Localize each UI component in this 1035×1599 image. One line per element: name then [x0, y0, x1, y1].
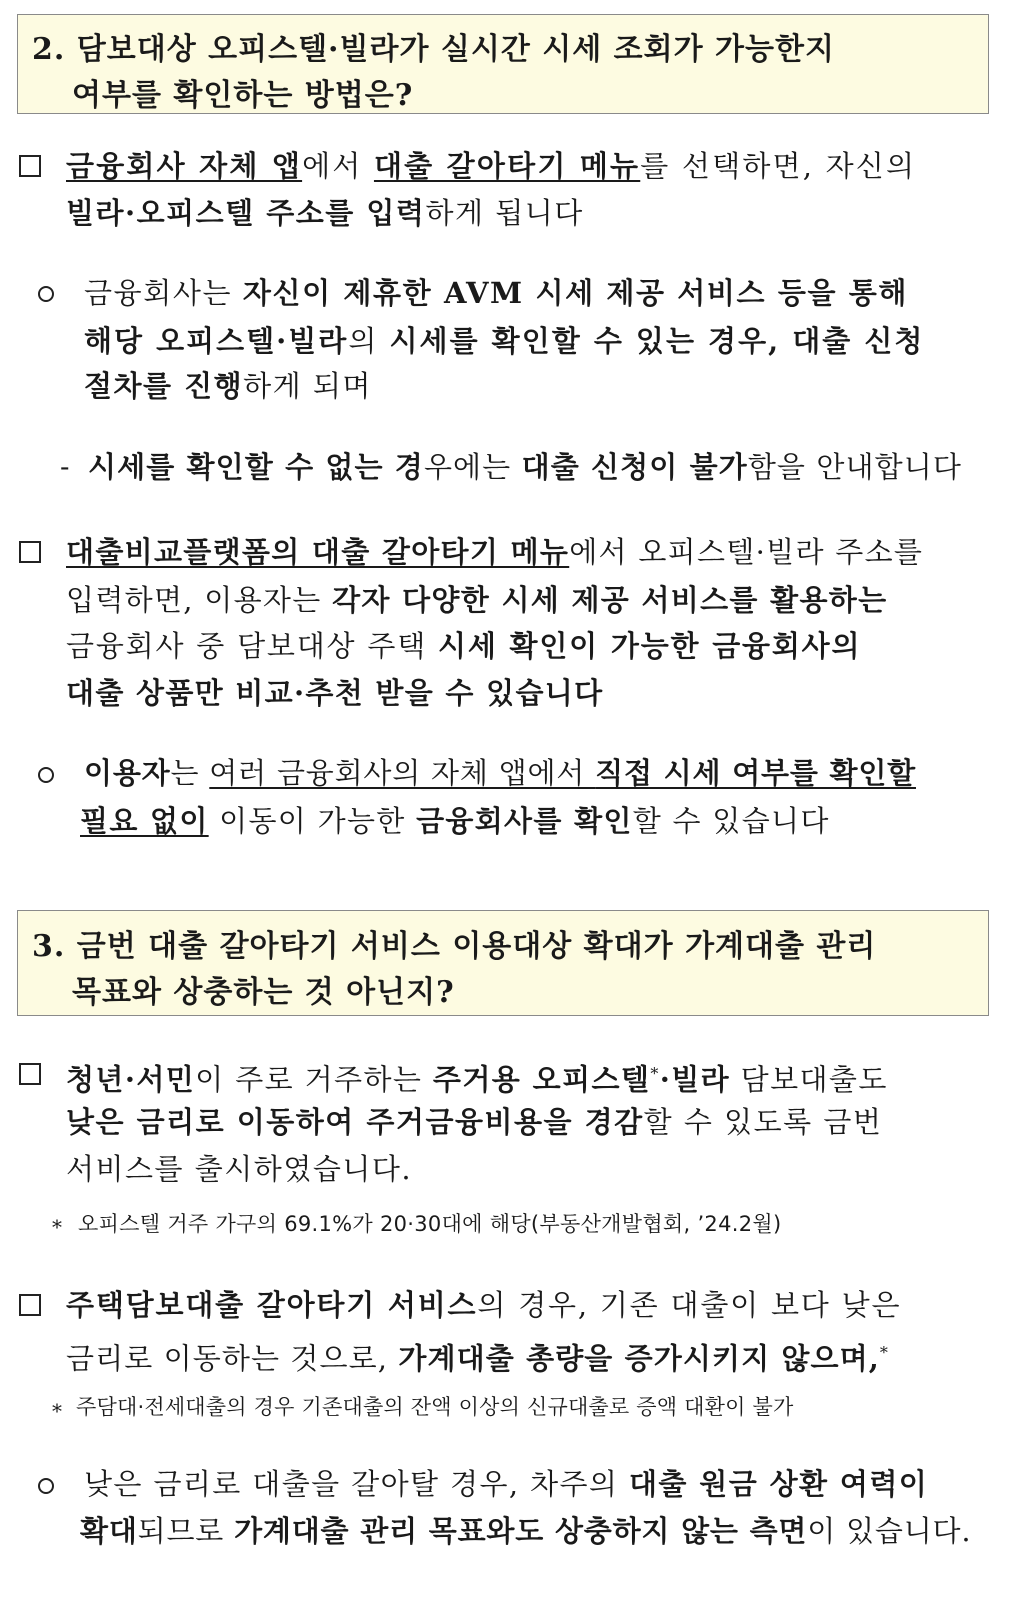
text-bold: 가계대출 관리 목표와도 상충하지 않는 측면 [234, 1514, 808, 1548]
text: 우에는 [423, 450, 522, 484]
text-bold: 낮은 금리로 이동하여 주거금융비용을 경감 [66, 1105, 644, 1139]
text-bold: 금융회사 자체 앱 [66, 149, 303, 183]
text: 서비스를 출시하였습니다. [66, 1152, 413, 1186]
question-3-line-2-wrap [32, 970, 978, 1016]
question-2-line-2-wrap [32, 73, 978, 119]
text-bold: 주택담보대출 갈아타기 서비스 [66, 1288, 478, 1322]
question-2-line-1: 2. 담보대상 오피스텔·빌라가 실시간 시세 조회가 가능한지 [32, 32, 835, 67]
text-bold: 대출비교플랫폼의 대출 갈아타기 메뉴 [66, 535, 570, 569]
square-bullet-icon [19, 155, 41, 177]
text-bold: 시세를 확인할 수 있는 경우, 대출 신청 [389, 324, 925, 358]
bullet-3-line-3 [66, 1149, 412, 1189]
text-bold: 대출 갈아타기 메뉴 [373, 149, 641, 183]
bullet-1-line-2 [66, 193, 584, 233]
text: 금리로 이동하는 것으로, [66, 1341, 399, 1376]
question-2-line-2: 여부를 확인하는 방법은? [72, 78, 414, 113]
bullet-4-line-1 [66, 1285, 901, 1325]
question-3-line-1: 3. 금번 대출 갈아타기 서비스 이용대상 확대가 가계대출 관리 [32, 929, 877, 964]
bullet-2-line-2 [66, 580, 887, 620]
footnote-marker: * [879, 1343, 890, 1362]
square-bullet-icon [19, 1294, 41, 1316]
text: 담보대출도 [730, 1062, 888, 1097]
circle-1-line-2 [84, 321, 924, 361]
text-bold: 시세를 확인할 수 없는 경 [88, 450, 424, 484]
text-bold: 직접 시세 여부를 확인할 [595, 756, 916, 790]
footnote-2: 주담대·전세대출의 경우 기존대출의 잔액 이상의 신규대출로 증액 대환이 불가 [76, 1395, 794, 1419]
text: 금융회사 중 담보대상 주택 [66, 629, 439, 663]
text: 입력하면, 이용자는 [66, 583, 333, 617]
text: 하게 되며 [243, 369, 372, 403]
circle-bullet-icon [38, 767, 54, 783]
text-bold: 주거용 오피스텔 [432, 1062, 651, 1097]
question-box-3 [17, 910, 989, 1016]
text-bold: 확대 [80, 1514, 138, 1548]
question-3-title [32, 924, 978, 1016]
text: 이 주로 거주하는 [195, 1062, 433, 1097]
text: 의 경우, 기존 대출이 보다 낮은 [477, 1288, 902, 1322]
square-bullet-icon [19, 541, 41, 563]
square-bullet-icon [19, 1063, 41, 1085]
text-bold: 빌라·오피스텔 주소를 입력 [66, 196, 426, 230]
bullet-2-line-3 [66, 626, 861, 666]
text-bold: 시세 확인이 가능한 금융회사의 [438, 629, 862, 663]
text: 함을 안내합니다 [747, 450, 962, 484]
text: 이동이 가능한 [208, 804, 417, 838]
text: 낮은 금리로 대출을 갈아탈 경우, 차주의 [84, 1467, 629, 1501]
text: 는 [170, 756, 210, 790]
question-box-2 [17, 14, 989, 114]
text-bold: 자신이 제휴한 AVM 시세 제공 서비스 등을 통해 [242, 276, 908, 310]
text-underlined: 여러 금융회사의 자체 앱에서 [209, 756, 596, 790]
text: 금융회사는 [84, 276, 243, 310]
bullet-3-line-1 [66, 1054, 888, 1100]
text-bold: 각자 다양한 시세 제공 서비스를 활용하는 [332, 583, 888, 617]
text-bold: 대출 상품만 비교·추천 받을 수 있습니다 [66, 676, 604, 710]
bullet-4-line-2 [66, 1333, 889, 1379]
text: 하게 됩니다 [425, 196, 584, 230]
circle-1-line-1 [84, 273, 908, 313]
circle-1-line-3 [84, 366, 372, 406]
bullet-2-line-1 [66, 532, 923, 572]
bullet-1-line-1 [66, 146, 916, 186]
circle-2-line-2 [80, 801, 830, 841]
circle-bullet-icon [38, 1478, 54, 1494]
asterisk-marker: * [52, 1215, 62, 1239]
question-3-line-2: 목표와 상충하는 것 아닌지? [72, 975, 455, 1010]
text-bold: 이용자 [84, 756, 171, 790]
footnote-marker: * [650, 1064, 660, 1083]
dash-1-line [88, 447, 962, 487]
text: 되므로 [137, 1514, 235, 1548]
text-bold: 가계대출 총량을 증가시키지 않으며, [398, 1341, 880, 1376]
dash-marker: - [60, 450, 70, 483]
circle-3-line-2 [80, 1511, 971, 1551]
text-bold: 대출 원금 상환 여력이 [628, 1467, 929, 1501]
question-2-title [32, 27, 978, 119]
text-bold: 필요 없이 [80, 804, 209, 838]
bullet-3-line-2 [66, 1102, 882, 1142]
text: 에서 오피스텔·빌라 주소를 [569, 535, 924, 569]
text: 에서 [302, 149, 374, 183]
text: 할 수 있습니다 [632, 804, 830, 838]
text-bold: 대출 신청이 불가 [521, 450, 748, 484]
text: 를 선택하면, 자신의 [640, 149, 917, 183]
circle-bullet-icon [38, 286, 54, 302]
text: 할 수 있도록 금번 [643, 1105, 883, 1139]
text-bold: 금융회사를 확인 [416, 804, 633, 838]
text-bold: 해당 오피스텔·빌라 [84, 324, 349, 358]
bullet-2-line-4 [66, 673, 603, 713]
text: 이 있습니다. [807, 1514, 972, 1548]
text-bold: 청년·서민 [66, 1062, 196, 1097]
footnote-1: 오피스텔 거주 가구의 69.1%가 20·30대에 해당(부동산개발협회, ’24.2월) [78, 1212, 782, 1236]
text-bold: 절차를 진행 [84, 369, 244, 403]
circle-3-line-1 [84, 1464, 928, 1504]
circle-2-line-1 [84, 753, 916, 793]
text: 의 [348, 324, 390, 358]
text-bold: ·빌라 [659, 1062, 731, 1097]
asterisk-marker: * [52, 1399, 62, 1423]
